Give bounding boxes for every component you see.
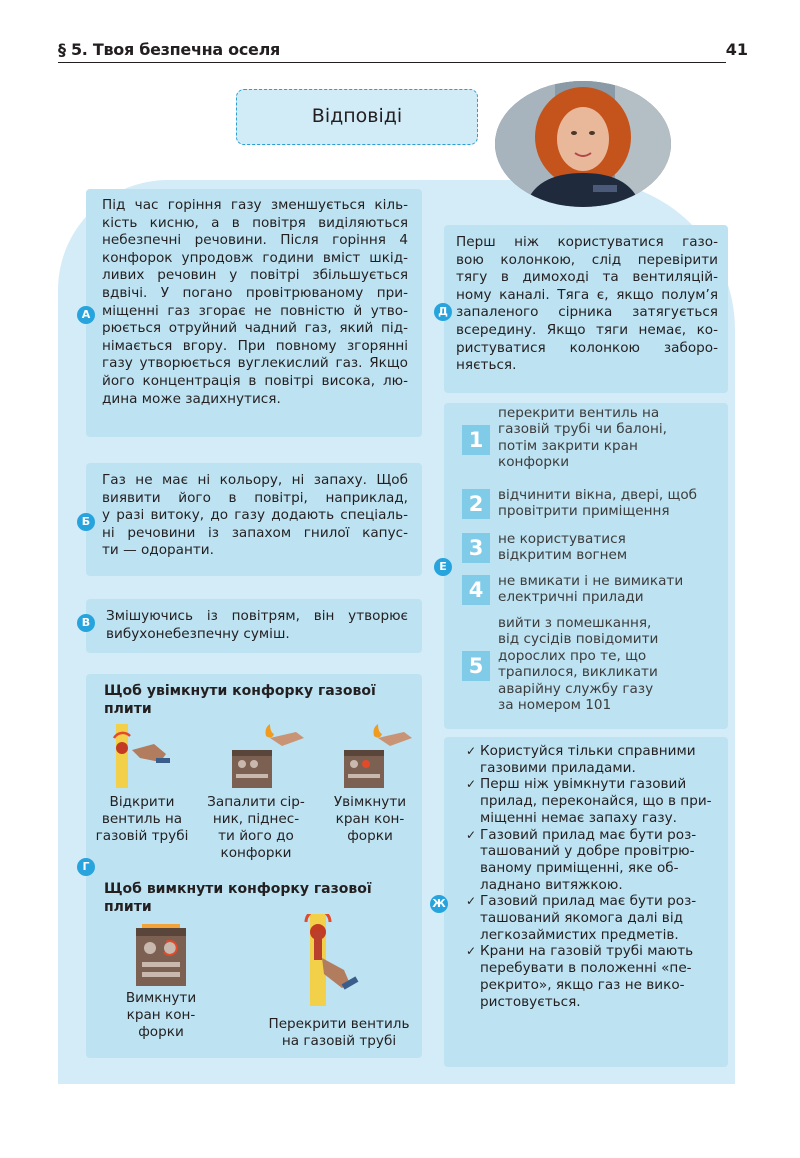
answer-a-text <box>102 197 408 408</box>
e-step-5: 5 вийти з помешкання, від сусідів повідомити дорослих про те, що трапилося, викликати аварійну службу газу за номером 101 <box>462 615 718 719</box>
list-item: ✓ Газовий прилад має бути роз- ташований у добре провітрю- ваному приміщенні, яке об- ладнано витяжкою. <box>466 827 718 894</box>
text-line: тягу в димоході та вентиляцій- <box>456 269 718 286</box>
section-title: § 5. Твоя безпечна оселя <box>58 40 280 59</box>
answers-title: Відповіді <box>311 105 403 127</box>
step-turn-on-caption: Увімкнути кран кон- форки <box>333 794 407 844</box>
list-item: ✓ Газовий прилад має бути роз- ташований якомога далі від легкозаймистих предметів. <box>466 893 718 943</box>
text-line: міщенні газ згорає не повністю й утво- <box>102 302 408 319</box>
text-line: запаленого сірника затягується <box>456 304 718 321</box>
step-turn-off-caption: Вимкнути кран кон- форки <box>125 990 197 1040</box>
marker-g: Г <box>77 858 95 876</box>
marker-b: Б <box>77 513 95 531</box>
answer-card-b <box>86 463 422 576</box>
turn-on-burner-illustration <box>338 724 418 790</box>
marker-e: Е <box>434 558 452 576</box>
text-line: у разі витоку, до газу додають спеціаль- <box>102 507 408 524</box>
text-line: вдвічі. У погано провітрюваному при- <box>102 284 408 301</box>
list-item: ✓ Перш ніж увімкнути газовий прилад, переконайся, що в при- міщенні немає запаху газу. <box>466 776 718 826</box>
text-line: вибухонебезпечну суміш. <box>106 625 290 642</box>
text-line: Під час горіння газу зменшується кіль- <box>102 197 408 213</box>
text-line: всередину. Якщо тяги немає, ко- <box>456 321 718 338</box>
list-item: ✓ Користуйся тільки справними газовими приладами. <box>466 743 718 776</box>
e-step-3: 3 не користуватися відкритим вогнем <box>462 529 718 567</box>
marker-a: А <box>77 306 95 324</box>
text-line: рюється отруйний чадний газ, який під- <box>102 320 408 337</box>
page-number: 41 <box>725 40 748 59</box>
answer-card-a <box>86 189 422 437</box>
text-line: Газ не має ні кольору, ні запаху. Щоб <box>102 472 408 488</box>
close-valve-illustration <box>292 914 364 1006</box>
step-close-valve-caption: Перекрити вентиль на газовій трубі <box>268 1016 410 1049</box>
text-line: кість кисню, а в повітря виділяються <box>102 214 408 231</box>
answers-title-box <box>236 89 478 145</box>
rescuer-photo <box>495 81 671 207</box>
text-line: газу утворюється вуглекислий газ. Якщо <box>102 355 408 372</box>
text-line: няється. <box>456 357 517 374</box>
stove-on-title: Щоб увімкнути конфорку газової плити <box>104 683 376 717</box>
page-header <box>58 40 748 64</box>
text-line: Перш ніж користуватися газо- <box>456 234 718 250</box>
e-step-2: 2 відчинити вікна, двері, щоб провітрити приміщення <box>462 485 718 523</box>
text-line: небезпечні речовини. Після горіння 4 <box>102 232 408 249</box>
safety-tips-list <box>466 743 718 1010</box>
answer-card-e <box>444 403 728 729</box>
marker-d: Д <box>434 303 452 321</box>
answer-card-g <box>86 674 422 1058</box>
text-line: виявити його в повітрі, наприклад, <box>102 489 408 506</box>
answer-b-text <box>102 472 408 560</box>
step-open-valve-caption: Відкрити вентиль на газовій трубі <box>95 794 189 844</box>
text-line: ні речовини із запахом гнилої капус- <box>102 524 408 541</box>
stove-off-title: Щоб вимкнути конфорку газової плити <box>104 881 372 915</box>
step-light-match-caption: Запалити сір- ник, піднес- ти його до конфорки <box>207 794 305 861</box>
text-line: його концентрація в повітрі висока, лю- <box>102 372 408 389</box>
text-line: Змішуючись із повітрям, він утворює <box>106 608 408 624</box>
text-line: німається вгору. При повному згорянні <box>102 337 408 354</box>
open-valve-illustration <box>110 724 172 788</box>
answer-card-zh <box>444 737 728 1067</box>
e-step-4: 4 не вмикати і не вимикати електричні прилади <box>462 571 718 609</box>
e-step-1: 1 перекрити вентиль на газовій трубі чи балоні, потім закрити кран конфорки <box>462 405 718 475</box>
answer-card-d <box>444 225 728 393</box>
answer-d-text <box>456 234 718 375</box>
marker-v: В <box>77 614 95 632</box>
answer-v-text <box>106 608 408 643</box>
text-line: ливих речовин у повітрі збільшується <box>102 267 408 284</box>
header-rule <box>58 62 726 63</box>
marker-zh: Ж <box>430 895 448 913</box>
text-line: конфорок упродовж години вміст шкід- <box>102 249 408 266</box>
light-match-illustration <box>226 724 306 790</box>
text-line: ти — одоранти. <box>102 542 214 559</box>
text-line: ному каналі. Тяга є, якщо полум’я <box>456 286 718 303</box>
text-line: дина може задихнутися. <box>102 390 281 407</box>
list-item: ✓ Крани на газовій трубі мають перебувати в положенні «пе- рекрито», якщо газ не вико- ристовується. <box>466 943 718 1010</box>
answer-card-v <box>86 599 422 653</box>
text-line: ристуватися колонкою заборо- <box>456 339 718 356</box>
turn-off-burner-illustration <box>132 924 192 988</box>
text-line: вою колонкою, слід перевірити <box>456 251 718 268</box>
